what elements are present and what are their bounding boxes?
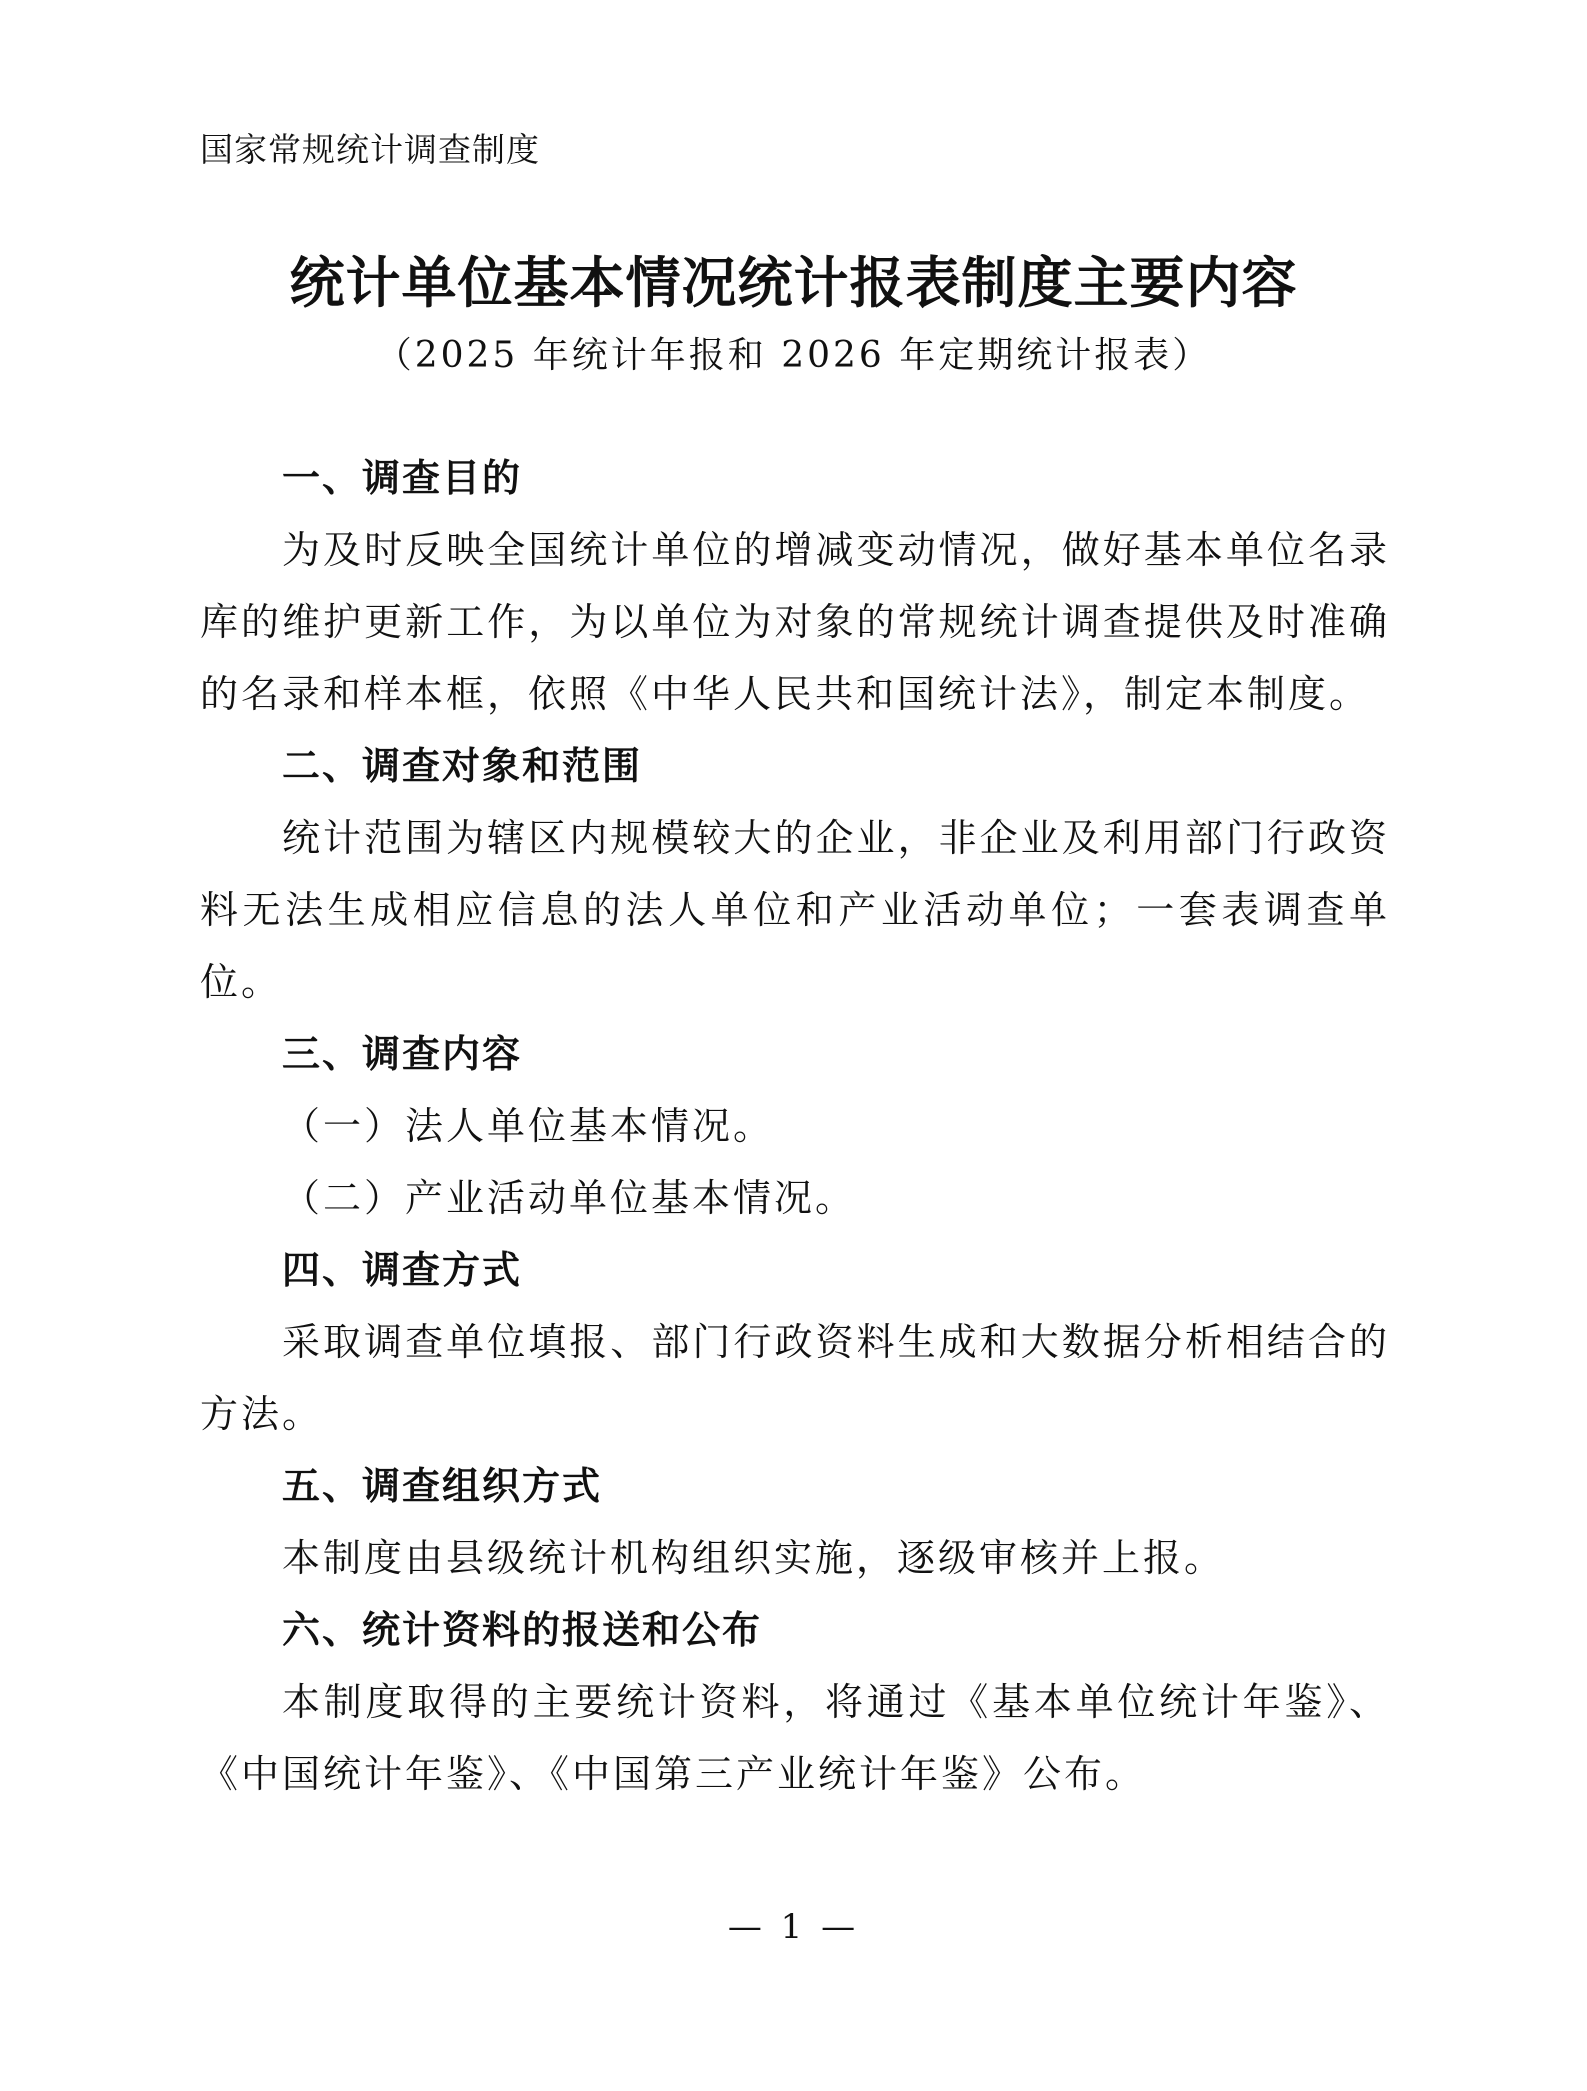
document-subtitle: （2025 年统计年报和 2026 年定期统计报表） [375, 335, 1212, 376]
section-paragraph: 采取调查单位填报、部门行政资料生成和大数据分析相结合的方法。 [200, 1320, 1390, 1436]
header-label: 国家常规统计调查制度 [200, 130, 540, 169]
section-paragraph: 本制度由县级统计机构组织实施，逐级审核并上报。 [282, 1536, 1226, 1580]
section-paragraph: 统计范围为辖区内规模较大的企业，非企业及利用部门行政资料无法生成相应信息的法人单位和产业活动单位；一套表调查单位。 [200, 816, 1390, 1004]
section-heading: 一、调查目的 [282, 456, 523, 500]
section-heading: 三、调查内容 [282, 1032, 523, 1076]
document-body [200, 442, 1390, 1810]
section-content [200, 1018, 1390, 1234]
section-heading: 五、调查组织方式 [282, 1464, 603, 1508]
section-paragraph: 为及时反映全国统计单位的增减变动情况，做好基本单位名录库的维护更新工作，为以单位为对象的常规统计调查提供及时准确的名录和样本框，依照《中华人民共和国统计法》，制定本制度。 [200, 528, 1390, 716]
section-purpose [200, 442, 1390, 730]
content-item: （一）法人单位基本情况。 [282, 1104, 775, 1148]
section-publication [200, 1594, 1390, 1810]
section-heading: 六、统计资料的报送和公布 [282, 1608, 763, 1652]
section-paragraph: 本制度取得的主要统计资料，将通过《基本单位统计年鉴》、《中国统计年鉴》、《中国第三产业统计年鉴》公布。 [200, 1680, 1390, 1796]
section-heading: 二、调查对象和范围 [282, 744, 643, 788]
section-scope [200, 730, 1390, 1018]
document-title: 统计单位基本情况统计报表制度主要内容 [289, 250, 1298, 315]
section-organization [200, 1450, 1390, 1594]
section-heading: 四、调查方式 [282, 1248, 523, 1292]
content-item: （二）产业活动单位基本情况。 [282, 1176, 857, 1220]
page-number: — 1 — [727, 1907, 860, 1947]
section-method [200, 1234, 1390, 1450]
